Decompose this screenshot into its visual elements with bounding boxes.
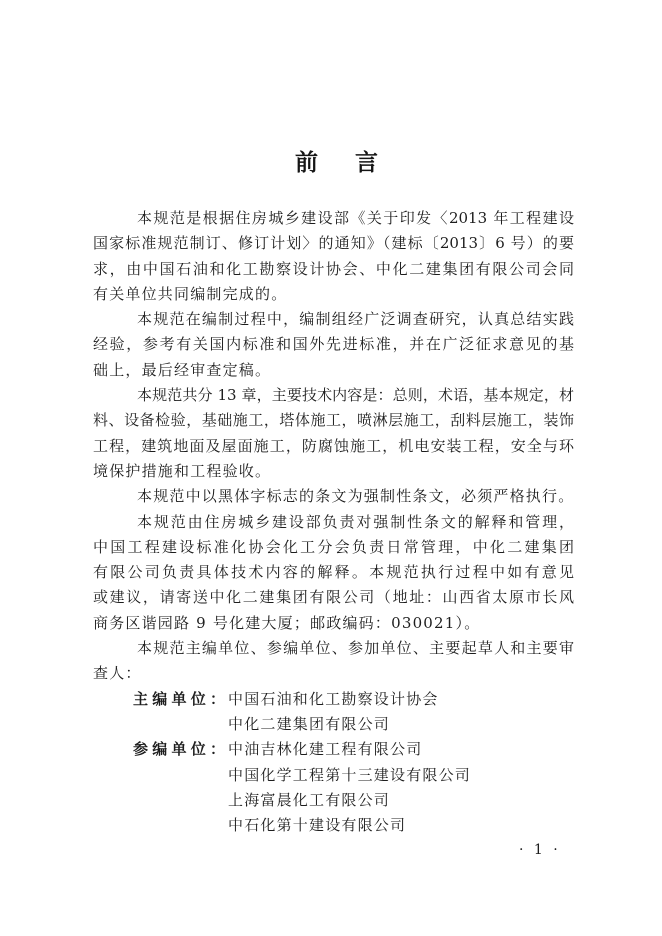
text-line: 本规范共分 13 章，主要技术内容是：总则，术语，基本规定，材: [137, 386, 574, 405]
list-item: [93, 687, 574, 712]
unit-name: 中国石油和化工勘察设计协会: [228, 689, 439, 708]
text-line: 本规范由住房城乡建设部负责对强制性条文的解释和管理，: [137, 512, 574, 531]
list-item: [93, 737, 574, 762]
unit-name: 上海富晨化工有限公司: [228, 790, 391, 809]
text-line: 中国工程建设标准化协会化工分会负责日常管理，中化二建集团: [93, 537, 574, 556]
text-line: 料、设备检验，基础施工，塔体施工，喷淋层施工，刮料层施工，装饰: [93, 411, 574, 430]
text-line: 本规范是根据住房城乡建设部《关于印发〈2013 年工程建设: [137, 209, 574, 227]
unit-label: 参编单位：: [133, 740, 225, 759]
text-line: 查人：: [93, 664, 142, 683]
page-title: 前言: [295, 150, 415, 176]
unit-name: 中国化学工程第十三建设有限公司: [228, 765, 472, 784]
paragraph-4: [93, 484, 574, 509]
text-line: 本规范在编制过程中，编制组经广泛调查研究，认真总结实践: [137, 310, 574, 329]
preface-body: [93, 206, 574, 864]
list-item: [93, 788, 574, 813]
list-item: [93, 712, 574, 737]
unit-group-participating-editors: [93, 737, 574, 838]
unit-name: 中石化第十建设有限公司: [228, 816, 407, 835]
text-line: 经验，参考有关国内标准和国外先进标准，并在广泛征求意见的基: [93, 335, 574, 354]
unit-name: 中化二建集团有限公司: [228, 714, 391, 733]
text-line: 求，由中国石油和化工勘察设计协会、中化二建集团有限公司会同: [93, 259, 574, 278]
text-line: 商务区谐园路 9 号化建大厦；邮政编码：030021）。: [93, 613, 481, 632]
text-line: 本规范中以黑体字标志的条文为强制性条文，必须严格执行。: [137, 487, 575, 506]
text-line: 境保护措施和工程验收。: [93, 461, 272, 480]
text-line: 国家标准规范制订、修订计划〉的通知》（建标〔2013〕6 号）的要: [93, 234, 574, 253]
paragraph-3: [93, 383, 574, 484]
unit-name: 中油吉林化建工程有限公司: [228, 740, 423, 759]
text-line: 有关单位共同编制完成的。: [93, 284, 288, 303]
page-number: · 1 ·: [519, 842, 561, 859]
text-line: 础上，最后经审查定稿。: [93, 360, 272, 379]
text-line: 本规范主编单位、参编单位、参加单位、主要起草人和主要审: [137, 639, 574, 658]
unit-group-chief-editors: [93, 687, 574, 738]
list-item: [93, 813, 574, 838]
text-line: 或建议，请寄送中化二建集团有限公司（地址：山西省太原市长风: [93, 588, 574, 607]
paragraph-5: [93, 510, 574, 636]
list-item: [93, 763, 574, 788]
paragraph-6: [93, 636, 574, 687]
paragraph-1: [93, 206, 574, 307]
paragraph-2: [93, 307, 574, 383]
text-line: 工程，建筑地面及屋面施工，防腐蚀施工，机电安装工程，安全与环: [93, 436, 574, 455]
unit-label: 主编单位：: [133, 689, 225, 708]
text-line: 有限公司负责具体技术内容的解释。本规范执行过程中如有意见: [93, 563, 574, 582]
